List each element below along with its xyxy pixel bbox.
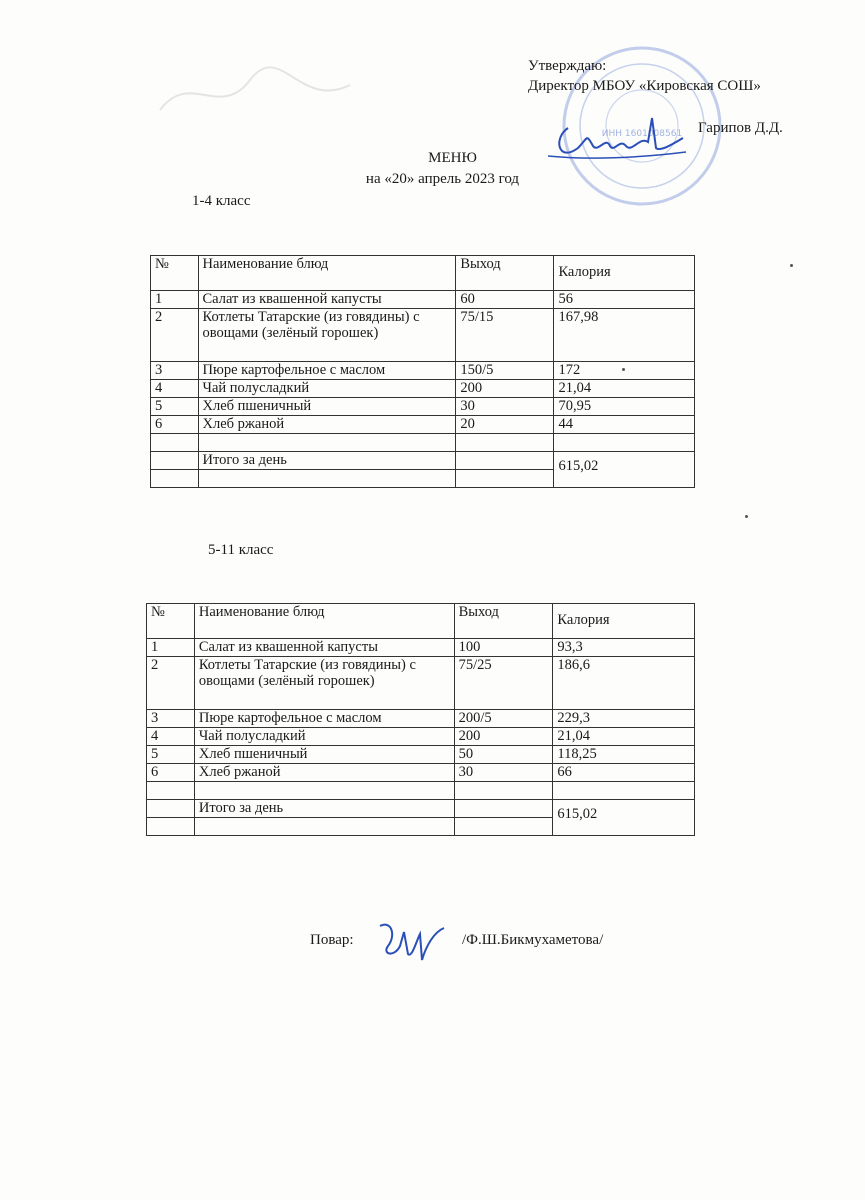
speck: [790, 264, 793, 267]
cell-name: Хлеб ржаной: [198, 416, 456, 434]
cell-num: 6: [147, 764, 195, 782]
cell-num: 1: [151, 291, 199, 309]
cell-cal: 167,98: [554, 309, 695, 362]
cell-name: Чай полусладкий: [194, 728, 454, 746]
menu-table-1-4: [150, 255, 695, 488]
total-value: 615,02: [554, 452, 695, 488]
cell-name: Салат из квашенной капусты: [198, 291, 456, 309]
document-title: МЕНЮ: [428, 150, 477, 166]
cell-out: 200/5: [454, 710, 553, 728]
col-name-header: Наименование блюд: [194, 604, 454, 639]
col-out-header: Выход: [456, 256, 554, 291]
cell-out: 20: [456, 416, 554, 434]
cell-name: Хлеб ржаной: [194, 764, 454, 782]
table-row: [147, 764, 695, 782]
cook-label: Повар:: [310, 932, 354, 948]
table-row-empty: [151, 434, 695, 452]
cell-num: 1: [147, 639, 195, 657]
cell-out: 50: [454, 746, 553, 764]
cell-name: Котлеты Татарские (из говядины) с овощами (зелёный горошек): [198, 309, 456, 362]
table-row-empty: [147, 782, 695, 800]
table-row: [151, 416, 695, 434]
cell-out: 200: [456, 380, 554, 398]
menu-table-5-11: [146, 603, 695, 836]
cell-out: 30: [454, 764, 553, 782]
cell-num: 2: [151, 309, 199, 362]
cell-cal: 70,95: [554, 398, 695, 416]
col-cal-header: Калория: [553, 604, 695, 639]
cook-signature: [374, 916, 454, 966]
cell-cal: 118,25: [553, 746, 695, 764]
cell-name: Пюре картофельное с маслом: [194, 710, 454, 728]
cell-cal: 66: [553, 764, 695, 782]
cell-num: 5: [151, 398, 199, 416]
group-label-1: 1-4 класс: [192, 193, 251, 209]
cell-name: Хлеб пшеничный: [194, 746, 454, 764]
col-name-header: Наименование блюд: [198, 256, 456, 291]
table-header-row: [151, 256, 695, 291]
total-value: 615,02: [553, 800, 695, 836]
cell-cal: 93,3: [553, 639, 695, 657]
cell-name: Чай полусладкий: [198, 380, 456, 398]
col-out-header: Выход: [454, 604, 553, 639]
cell-cal: 21,04: [553, 728, 695, 746]
document-date: на «20» апрель 2023 год: [365, 171, 520, 187]
cook-block: [310, 932, 604, 949]
cell-num: 4: [147, 728, 195, 746]
cell-cal: 229,3: [553, 710, 695, 728]
table-row: [147, 728, 695, 746]
total-label: Итого за день: [194, 800, 454, 818]
cell-out: 60: [456, 291, 554, 309]
cell-name: Салат из квашенной капусты: [194, 639, 454, 657]
cell-cal: 56: [554, 291, 695, 309]
cell-cal: 186,6: [553, 657, 695, 710]
table-row: [147, 746, 695, 764]
table-row: [147, 657, 695, 710]
cell-out: 75/15: [456, 309, 554, 362]
total-label: Итого за день: [198, 452, 456, 470]
cell-num: 3: [147, 710, 195, 728]
cell-num: 2: [147, 657, 195, 710]
group-label-2: 5-11 класс: [208, 542, 274, 558]
table-row: [151, 380, 695, 398]
speck: [622, 368, 625, 371]
table-total-row: [151, 452, 695, 470]
cell-name: Котлеты Татарские (из говядины) с овощами (зелёный горошек): [194, 657, 454, 710]
cell-num: 4: [151, 380, 199, 398]
cell-num: 5: [147, 746, 195, 764]
cell-name: Хлеб пшеничный: [198, 398, 456, 416]
col-num-header: №: [151, 256, 199, 291]
cell-out: 100: [454, 639, 553, 657]
col-num-header: №: [147, 604, 195, 639]
col-cal-header: Калория: [554, 256, 695, 291]
approval-line2: Директор МБОУ «Кировская СОШ»: [528, 78, 761, 94]
cell-cal: 172: [554, 362, 695, 380]
cell-num: 6: [151, 416, 199, 434]
director-name: Гарипов Д.Д.: [698, 120, 783, 136]
table-row: [151, 291, 695, 309]
table-row: [147, 639, 695, 657]
speck: [745, 515, 748, 518]
cell-out: 150/5: [456, 362, 554, 380]
table-row: [151, 398, 695, 416]
cell-out: 30: [456, 398, 554, 416]
table-header-row: [147, 604, 695, 639]
table-row: [151, 309, 695, 362]
cell-num: 3: [151, 362, 199, 380]
cell-cal: 21,04: [554, 380, 695, 398]
approval-line1: Утверждаю:: [528, 58, 607, 74]
cell-cal: 44: [554, 416, 695, 434]
cell-out: 75/25: [454, 657, 553, 710]
cook-name: /Ф.Ш.Бикмухаметова/: [462, 932, 604, 948]
table-row: [151, 362, 695, 380]
cell-name: Пюре картофельное с маслом: [198, 362, 456, 380]
table-row: [147, 710, 695, 728]
stamp-text: ИНН 1601008561: [601, 129, 683, 139]
table-total-row: [147, 800, 695, 818]
bleed-through-mark: [150, 60, 370, 130]
cell-out: 200: [454, 728, 553, 746]
